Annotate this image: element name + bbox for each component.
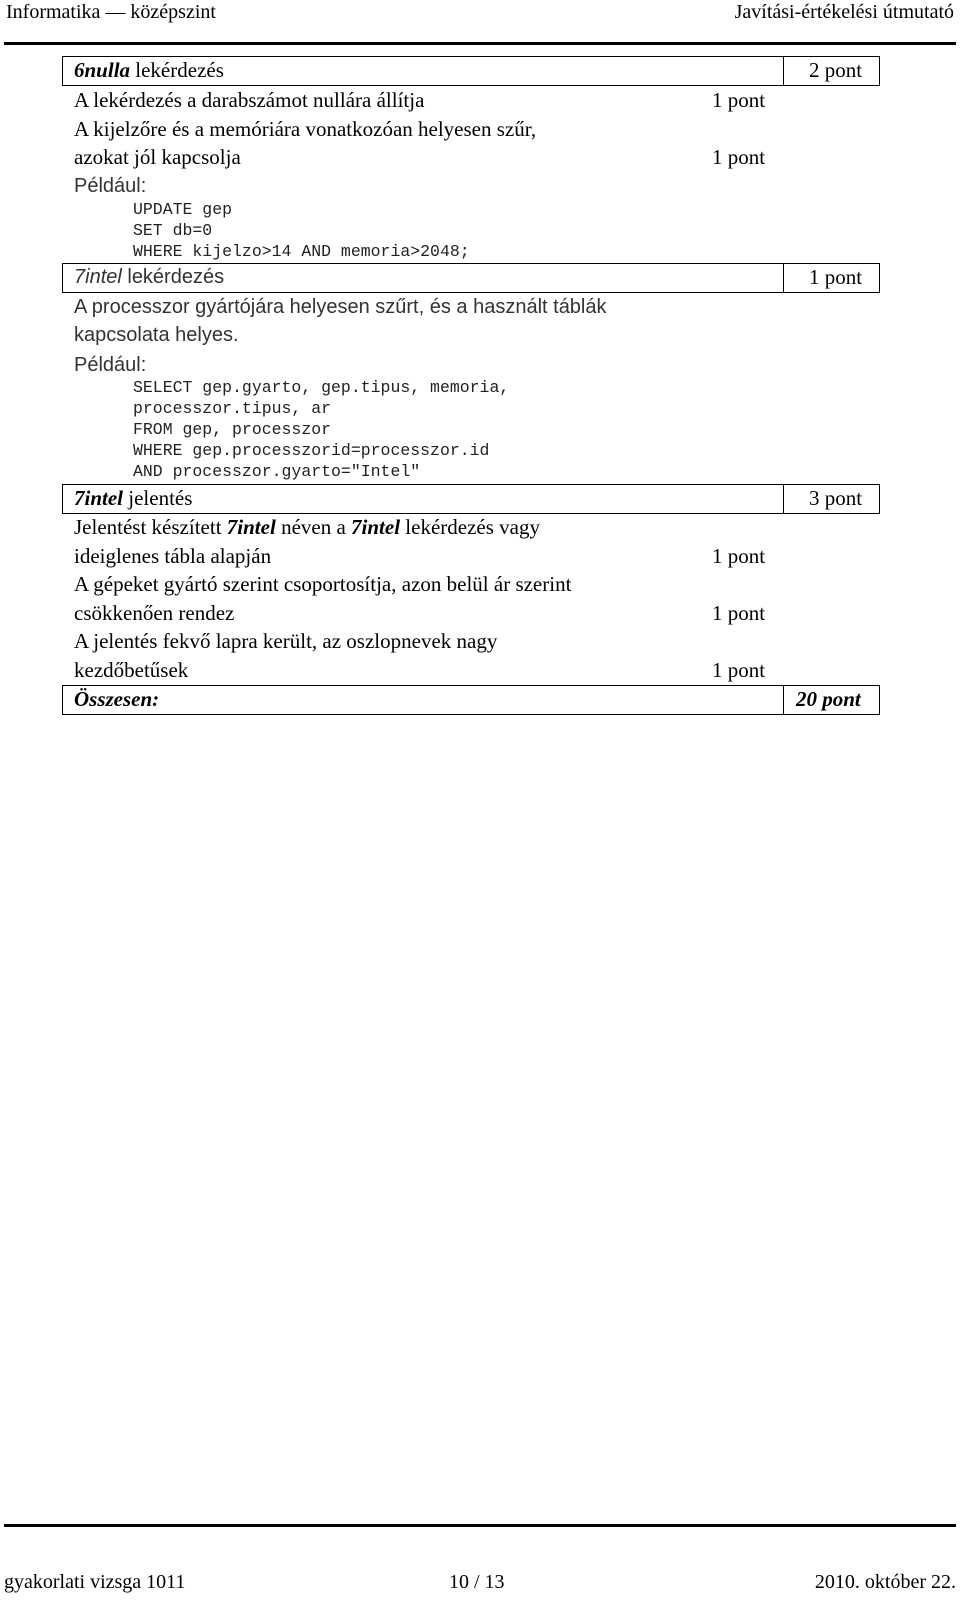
code-line: AND processzor.gyarto="Intel" — [133, 462, 421, 481]
total-points: 20 pont — [796, 687, 861, 711]
section-7intel-query-points: 1 pont — [809, 265, 863, 289]
page-number: 10 / 13 — [449, 1571, 505, 1593]
code-line: SET db=0 — [133, 221, 213, 240]
page-footer — [4, 1570, 956, 1594]
criterion-text: A processzor gyártójára helyesen szűrt, és a használt táblák — [74, 296, 607, 318]
code-line: WHERE kijelzo>14 AND memoria>2048; — [133, 242, 470, 261]
code-line: FROM gep, processzor — [133, 420, 332, 439]
criterion-text: A kijelzőre és a memóriára vonatkozóan helyesen szűr, — [74, 117, 537, 141]
section-7intel-report-points: 3 pont — [809, 486, 863, 510]
criterion-points: 1 pont — [712, 88, 766, 112]
criterion-text-cont: azokat jól kapcsolja — [74, 145, 241, 169]
criterion-text: A jelentés fekvő lapra került, az oszlopnevek nagy — [74, 629, 498, 653]
criterion-points: 1 pont — [712, 544, 766, 568]
header-subject: Informatika — középszint — [6, 1, 216, 23]
report-name: 7intel — [74, 486, 124, 510]
code-line: UPDATE gep — [133, 200, 233, 219]
section-7intel-query-title — [74, 264, 224, 290]
footer-exam: gyakorlati vizsga 1011 — [4, 1571, 186, 1593]
text-part: Jelentést készített — [74, 515, 227, 539]
criterion-points: 1 pont — [712, 601, 766, 625]
code-line: SELECT gep.gyarto, gep.tipus, memoria, — [133, 378, 510, 397]
title-suffix: jelentés — [123, 486, 193, 510]
query-name: 7intel — [74, 266, 122, 288]
example-label: Például: — [74, 354, 147, 376]
title-suffix: lekérdezés — [121, 266, 225, 288]
text-part: lekérdezés vagy — [400, 515, 540, 539]
criterion-text-cont: kezdőbetűsek — [74, 658, 189, 682]
footer-date: 2010. október 22. — [814, 1571, 956, 1593]
total-label: Összesen: — [74, 687, 160, 711]
criterion-text-cont: csökkenően rendez — [74, 601, 235, 625]
title-suffix: lekérdezés — [130, 58, 224, 82]
section-6nulla-points: 2 pont — [809, 58, 863, 82]
section-6nulla-title — [74, 57, 224, 83]
criterion-points: 1 pont — [712, 145, 766, 169]
query-name: 7intel — [351, 515, 401, 539]
section-7intel-report-title — [74, 485, 192, 511]
code-line: WHERE gep.processzorid=processzor.id — [133, 441, 490, 460]
total-label-box — [62, 685, 784, 715]
code-line: processzor.tipus, ar — [133, 399, 332, 418]
criterion-text — [74, 514, 540, 540]
header-doc-type: Javítási-értékelési útmutató — [734, 1, 954, 23]
criterion-text-cont: ideiglenes tábla alapján — [74, 544, 272, 568]
text-part: néven a — [275, 515, 352, 539]
criterion-text: A gépeket gyártó szerint csoportosítja, azon belül ár szerint — [74, 572, 572, 596]
footer-divider — [4, 1524, 956, 1527]
report-name: 7intel — [226, 515, 276, 539]
header-divider — [4, 42, 956, 45]
criterion-text-cont: kapcsolata helyes. — [74, 324, 239, 346]
criterion-points: 1 pont — [712, 658, 766, 682]
page-header — [6, 0, 954, 24]
criterion-text: A lekérdezés a darabszámot nullára állítja — [74, 88, 425, 112]
example-label: Például: — [74, 175, 147, 197]
query-name: 6nulla — [74, 58, 131, 82]
